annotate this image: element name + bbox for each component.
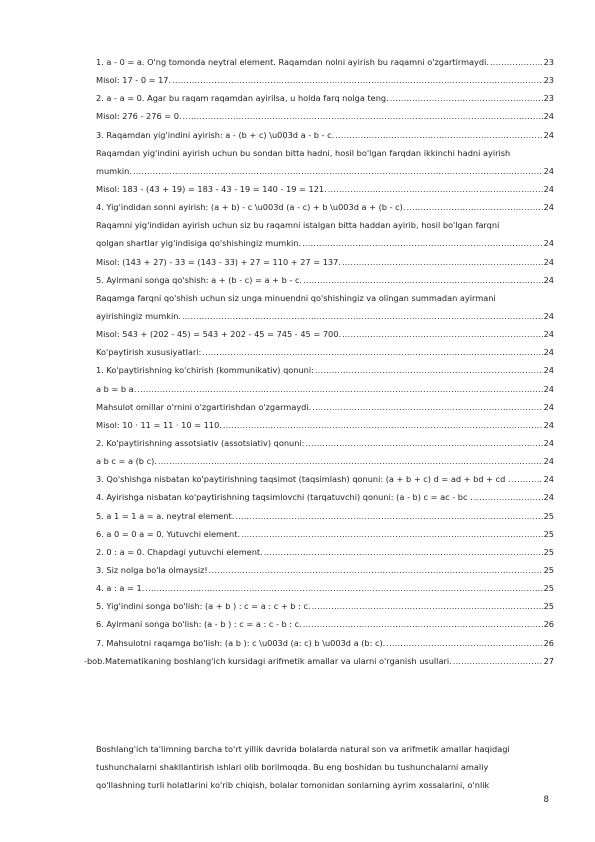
toc-entry[interactable] xyxy=(96,310,554,322)
toc-entry-text: 3. Qo'shishga nisbatan ko'paytirishning taqsimot (taqsimlash) qonuni: (a + b + c) d = ad + bd + cd . xyxy=(96,474,511,485)
toc-entry-text: Ko'paytirish xususiyatlari: xyxy=(96,347,202,358)
toc-leader-dots xyxy=(137,383,542,395)
toc-leader-dots xyxy=(264,546,543,558)
toc-leader-dots xyxy=(490,56,543,68)
toc-entry-text: mumkin. xyxy=(96,165,132,176)
toc-entry[interactable] xyxy=(96,510,554,522)
toc-leader-dots xyxy=(241,528,543,540)
toc-leader-dots xyxy=(305,437,542,449)
toc-leader-dots xyxy=(303,274,542,286)
toc-leader-dots xyxy=(235,510,542,522)
toc-page-number: 25 xyxy=(543,564,554,575)
toc-page-number: 24 xyxy=(543,365,554,376)
toc-page-number: 23 xyxy=(543,93,554,104)
toc-entry-text: Misol: (143 + 27) - 33 = (143 - 33) + 27 = 110 + 27 = 137. xyxy=(96,256,341,267)
paragraph-line: tushunchalarni shakllantirish ishlari olib borilmoqda. Bu eng boshidan bu tushunchalarni amaliy xyxy=(96,762,489,773)
toc-leader-dots xyxy=(145,582,542,594)
toc-entry[interactable] xyxy=(84,655,554,667)
toc-entry[interactable] xyxy=(96,528,554,540)
toc-entry[interactable] xyxy=(96,491,554,503)
toc-leader-dots xyxy=(315,364,543,376)
toc-leader-dots xyxy=(202,346,542,358)
toc-page-number: 27 xyxy=(543,655,554,666)
toc-entry-text: 2. a - a = 0. Agar bu raqam raqamdan ayirilsa, u holda farq nolga teng. xyxy=(96,93,389,104)
toc-entry-text: Misol: 543 + (202 - 45) = 543 + 202 - 45 = 745 - 45 = 700. xyxy=(96,329,342,340)
toc-entry[interactable] xyxy=(96,364,554,376)
toc-leader-dots xyxy=(386,637,542,649)
toc-leader-dots xyxy=(223,419,543,431)
toc-leader-dots xyxy=(342,328,543,340)
toc-page-number: 24 xyxy=(543,347,554,358)
toc-leader-dots xyxy=(183,110,543,122)
toc-page-number: 26 xyxy=(543,637,554,648)
toc-entry-first-line: Raqamdan yig'indini ayirish uchun bu sondan bitta hadni, hosil bo'lgan farqdan ikkinchi hadni ayirish xyxy=(96,147,511,158)
toc-page-number: 25 xyxy=(543,583,554,594)
toc-leader-dots xyxy=(511,473,542,485)
toc-page-number: 24 xyxy=(543,383,554,394)
toc-entry[interactable] xyxy=(96,346,554,358)
toc-page-number: 24 xyxy=(543,202,554,213)
toc-page-number: 24 xyxy=(543,474,554,485)
toc-page-number: 24 xyxy=(543,401,554,412)
toc-entry-multiline[interactable] xyxy=(96,292,554,322)
toc-leader-dots xyxy=(158,455,543,467)
toc-leader-dots xyxy=(328,183,543,195)
toc-entry[interactable] xyxy=(96,419,554,431)
toc-entry-text: ayirishingiz mumkin. xyxy=(96,310,182,321)
toc-entry[interactable] xyxy=(96,473,554,485)
toc-entry[interactable] xyxy=(96,582,554,594)
paragraph-line: Boshlang'ich ta'limning barcha to'rt yillik davrida bolalarda natural son va arifmetik amallar haqidagi xyxy=(96,744,510,754)
toc-entry-text: a b c = a (b c). xyxy=(96,456,157,467)
toc-entry-text: 3. Raqamdan yig'indini ayirish: a - (b + c) \u003d a - b - c. xyxy=(96,129,335,140)
table-of-contents xyxy=(84,56,554,673)
toc-page-number: 25 xyxy=(543,528,554,539)
toc-page-number: 24 xyxy=(543,165,554,176)
toc-leader-dots xyxy=(302,237,542,249)
toc-page-number: 24 xyxy=(543,274,554,285)
toc-entry-text: 5. a 1 = 1 a = a. neytral element. xyxy=(96,510,235,521)
toc-entry-text: 2. Ko'paytirishning assotsiativ (assotsiativ) qonuni: xyxy=(96,437,305,448)
paragraph-line: qo'llashning turli holatlarini ko'rib chiqish, bolalar tomonidan sonlarning ayrim xossalarini, o'nlik xyxy=(96,780,490,791)
toc-entry[interactable] xyxy=(96,383,554,395)
toc-page-number: 24 xyxy=(543,437,554,448)
toc-page-number: 25 xyxy=(543,510,554,521)
toc-page-number: 23 xyxy=(543,75,554,86)
toc-entry-text: 5. Ayirmani songa qo'shish: a + (b - c) = a + b - c. xyxy=(96,274,303,285)
toc-page-number: 24 xyxy=(543,111,554,122)
toc-entry[interactable] xyxy=(96,129,554,141)
toc-entry[interactable] xyxy=(96,437,554,449)
toc-page-number: 25 xyxy=(543,601,554,612)
toc-leader-dots xyxy=(209,564,543,576)
toc-page-number: 24 xyxy=(543,329,554,340)
toc-entry[interactable] xyxy=(96,237,554,249)
toc-entry-text: -bob.Matematikaning boshlang'ich kursidagi arifmetik amallar va ularni o'rganish usullari. xyxy=(84,655,452,666)
toc-entry-text: 7. Mahsulotni raqamga bo'lish: (a b ): c \u003d (a: c) b \u003d a (b: c). xyxy=(96,637,386,648)
toc-entry-text: qolgan shartlar yig'indisiga qo'shishingiz mumkin. xyxy=(96,238,302,249)
toc-entry-text: 6. a 0 = 0 a = 0. Yutuvchi element. xyxy=(96,528,241,539)
toc-entry-multiline[interactable] xyxy=(96,219,554,249)
toc-entry[interactable] xyxy=(96,74,554,86)
toc-leader-dots xyxy=(182,310,543,322)
toc-entry-text: Misol: 183 - (43 + 19) = 183 - 43 - 19 = 140 - 19 = 121. xyxy=(96,183,327,194)
toc-page-number: 24 xyxy=(543,310,554,321)
toc-entry-first-line: Raqamga farqni qo'shish uchun siz unga minuendni qo'shishingiz va olingan summadan ayirmani xyxy=(96,292,496,303)
toc-leader-dots xyxy=(335,129,542,141)
toc-page-number: 24 xyxy=(543,238,554,249)
toc-entry-text: 1. Ko'paytirishning ko'chirish (kommunikativ) qonuni: xyxy=(96,365,314,376)
toc-entry[interactable] xyxy=(96,328,554,340)
toc-entry-text: 1. a - 0 = a. O'ng tomonda neytral element. Raqamdan nolni ayirish bu raqamni o'zgartirmaydi. xyxy=(96,57,489,67)
toc-entry[interactable] xyxy=(96,546,554,558)
toc-page-number: 24 xyxy=(543,456,554,467)
toc-entry[interactable] xyxy=(96,618,554,630)
toc-page-number: 24 xyxy=(543,419,554,430)
toc-entry-text: 2. 0 : a = 0. Chapdagi yutuvchi element. xyxy=(96,546,263,557)
toc-page-number: 25 xyxy=(543,546,554,557)
toc-page-number: 24 xyxy=(543,183,554,194)
toc-entry[interactable] xyxy=(96,455,554,467)
toc-page-number: 24 xyxy=(543,492,554,503)
toc-entry[interactable] xyxy=(96,637,554,649)
toc-page-number: 24 xyxy=(543,129,554,140)
toc-entry-text: 5. Yig'indini songa bo'lish: (a + b ) : c = a : c + b : c. xyxy=(96,601,311,612)
toc-leader-dots xyxy=(312,600,543,612)
toc-page-number: 23 xyxy=(543,57,554,67)
toc-leader-dots xyxy=(312,401,542,413)
toc-entry-text: Misol: 276 - 276 = 0. xyxy=(96,111,182,122)
toc-leader-dots xyxy=(453,655,543,667)
toc-entry-text: 6. Ayirmani songa bo'lish: (a - b ) : c = a : c - b : c. xyxy=(96,619,302,630)
toc-entry-text: 4. a : a = 1. xyxy=(96,583,145,594)
toc-leader-dots xyxy=(406,201,542,213)
toc-leader-dots xyxy=(474,491,543,503)
toc-leader-dots xyxy=(390,92,543,104)
toc-entry[interactable] xyxy=(96,600,554,612)
toc-entry[interactable] xyxy=(96,401,554,413)
toc-entry-text: Misol: 17 - 0 = 17. xyxy=(96,75,172,86)
toc-entry[interactable] xyxy=(96,110,554,122)
body-paragraph xyxy=(96,740,546,794)
toc-leader-dots xyxy=(342,256,543,268)
toc-entry[interactable] xyxy=(96,564,554,576)
toc-entry-text: a b = b a. xyxy=(96,383,137,394)
toc-entry[interactable] xyxy=(96,256,554,268)
toc-entry-text: 4. Yig'indidan sonni ayirish: (a + b) - c \u003d (a - c) + b \u003d a + (b - c). xyxy=(96,202,406,213)
toc-page-number: 26 xyxy=(543,619,554,630)
toc-entry-text: 3. Siz nolga bo'la olmaysiz! xyxy=(96,564,208,575)
toc-entry[interactable] xyxy=(96,274,554,286)
toc-entry-multiline[interactable] xyxy=(96,147,554,177)
toc-entry[interactable] xyxy=(96,56,554,68)
toc-leader-dots xyxy=(303,618,543,630)
toc-entry[interactable] xyxy=(96,165,554,177)
toc-leader-dots xyxy=(133,165,543,177)
toc-leader-dots xyxy=(172,74,542,86)
toc-entry-text: Misol: 10 · 11 = 11 · 10 = 110. xyxy=(96,419,222,430)
toc-entry[interactable] xyxy=(96,201,554,213)
toc-entry-first-line: Raqamni yig'indidan ayirish uchun siz bu raqamni istalgan bitta haddan ayirib, hosil bo'lgan farqni xyxy=(96,220,500,231)
toc-page-number: 24 xyxy=(543,256,554,267)
toc-entry[interactable] xyxy=(96,92,554,104)
toc-entry[interactable] xyxy=(96,183,554,195)
toc-entry-text: 4. Ayirishga nisbatan ko'paytirishning taqsimlovchi (tarqatuvchi) qonuni: (a - b) c = ac - bc . xyxy=(96,492,473,503)
page-number: 8 xyxy=(543,795,549,805)
toc-entry-text: Mahsulot omillar o'rnini o'zgartirishdan o'zgarmaydi. xyxy=(96,401,312,412)
